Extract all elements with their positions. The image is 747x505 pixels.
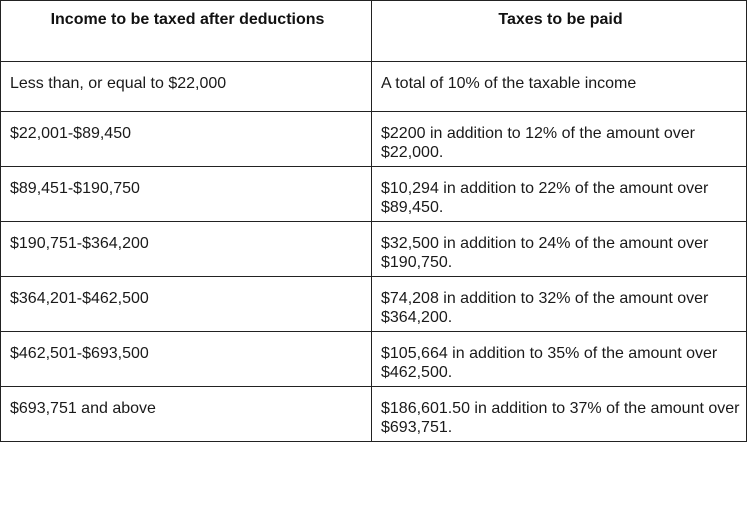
- table-row: [1, 167, 747, 222]
- table-row: [1, 332, 747, 387]
- tax-cell: $74,208 in addition to 32% of the amount over $364,200.: [372, 277, 747, 332]
- income-cell: Less than, or equal to $22,000: [1, 62, 372, 112]
- income-cell: $190,751-$364,200: [1, 222, 372, 277]
- table-row: [1, 222, 747, 277]
- income-cell: $693,751 and above: [1, 387, 372, 442]
- table-row: [1, 387, 747, 442]
- tax-cell: $186,601.50 in addition to 37% of the amount over $693,751.: [372, 387, 747, 442]
- table-row: [1, 277, 747, 332]
- tax-cell: A total of 10% of the taxable income: [372, 62, 747, 112]
- income-cell: $22,001-$89,450: [1, 112, 372, 167]
- income-cell: $364,201-$462,500: [1, 277, 372, 332]
- header-income: Income to be taxed after deductions: [1, 1, 372, 62]
- income-cell: $462,501-$693,500: [1, 332, 372, 387]
- tax-cell: $105,664 in addition to 35% of the amount over $462,500.: [372, 332, 747, 387]
- table-row: [1, 112, 747, 167]
- table-row: [1, 62, 747, 112]
- tax-cell: $32,500 in addition to 24% of the amount over $190,750.: [372, 222, 747, 277]
- tax-cell: $10,294 in addition to 22% of the amount over $89,450.: [372, 167, 747, 222]
- income-cell: $89,451-$190,750: [1, 167, 372, 222]
- tax-cell: $2200 in addition to 12% of the amount over $22,000.: [372, 112, 747, 167]
- header-taxes: Taxes to be paid: [372, 1, 747, 62]
- table-header-row: [1, 1, 747, 62]
